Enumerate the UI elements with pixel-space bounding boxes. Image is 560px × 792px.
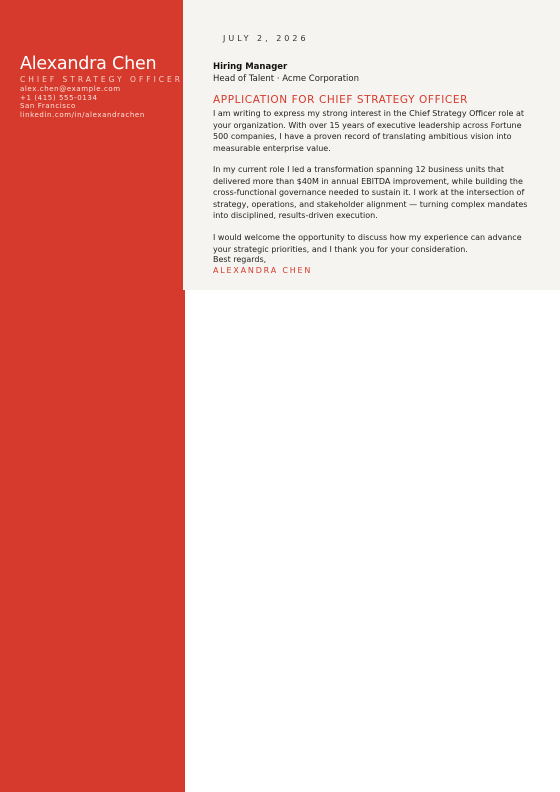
letter-date: JULY 2, 2026	[223, 34, 309, 43]
recipient-name: Hiring Manager	[213, 62, 288, 72]
letter-subject: APPLICATION FOR CHIEF STRATEGY OFFICER	[213, 94, 468, 106]
sender-title: CHIEF STRATEGY OFFICER	[20, 75, 183, 84]
sender-linkedin[interactable]: linkedin.com/in/alexandrachen	[20, 111, 145, 119]
sender-email[interactable]: alex.chen@example.com	[20, 85, 121, 93]
letter-closing: Best regards,	[213, 255, 267, 264]
recipient-org: Head of Talent · Acme Corporation	[213, 74, 359, 84]
letter-paragraph: In my current role I led a transformation spanning 12 business units that delivered more than $40M in annual EBITDA improvement, while building the cross-functional governance needed to sustain it. I work at the intersection of strategy, operations, and stakeholder alignment — turning complex mandates into disciplined, results-driven execution.	[213, 165, 528, 221]
sender-name: Alexandra Chen	[20, 54, 157, 74]
letter-signature: ALEXANDRA CHEN	[213, 266, 313, 275]
sender-phone: +1 (415) 555-0134	[20, 94, 98, 102]
letter-paragraph: I am writing to express my strong interest in the Chief Strategy Officer role at your organization. With over 15 years of executive leadership across Fortune 500 companies, I have a proven record of translating ambitious vision into measurable enterprise value.	[213, 109, 525, 153]
sender-location: San Francisco	[20, 102, 76, 110]
letter-paragraph: I would welcome the opportunity to discuss how my experience can advance your strategic priorities, and I thank you for your consideration.	[213, 233, 522, 254]
